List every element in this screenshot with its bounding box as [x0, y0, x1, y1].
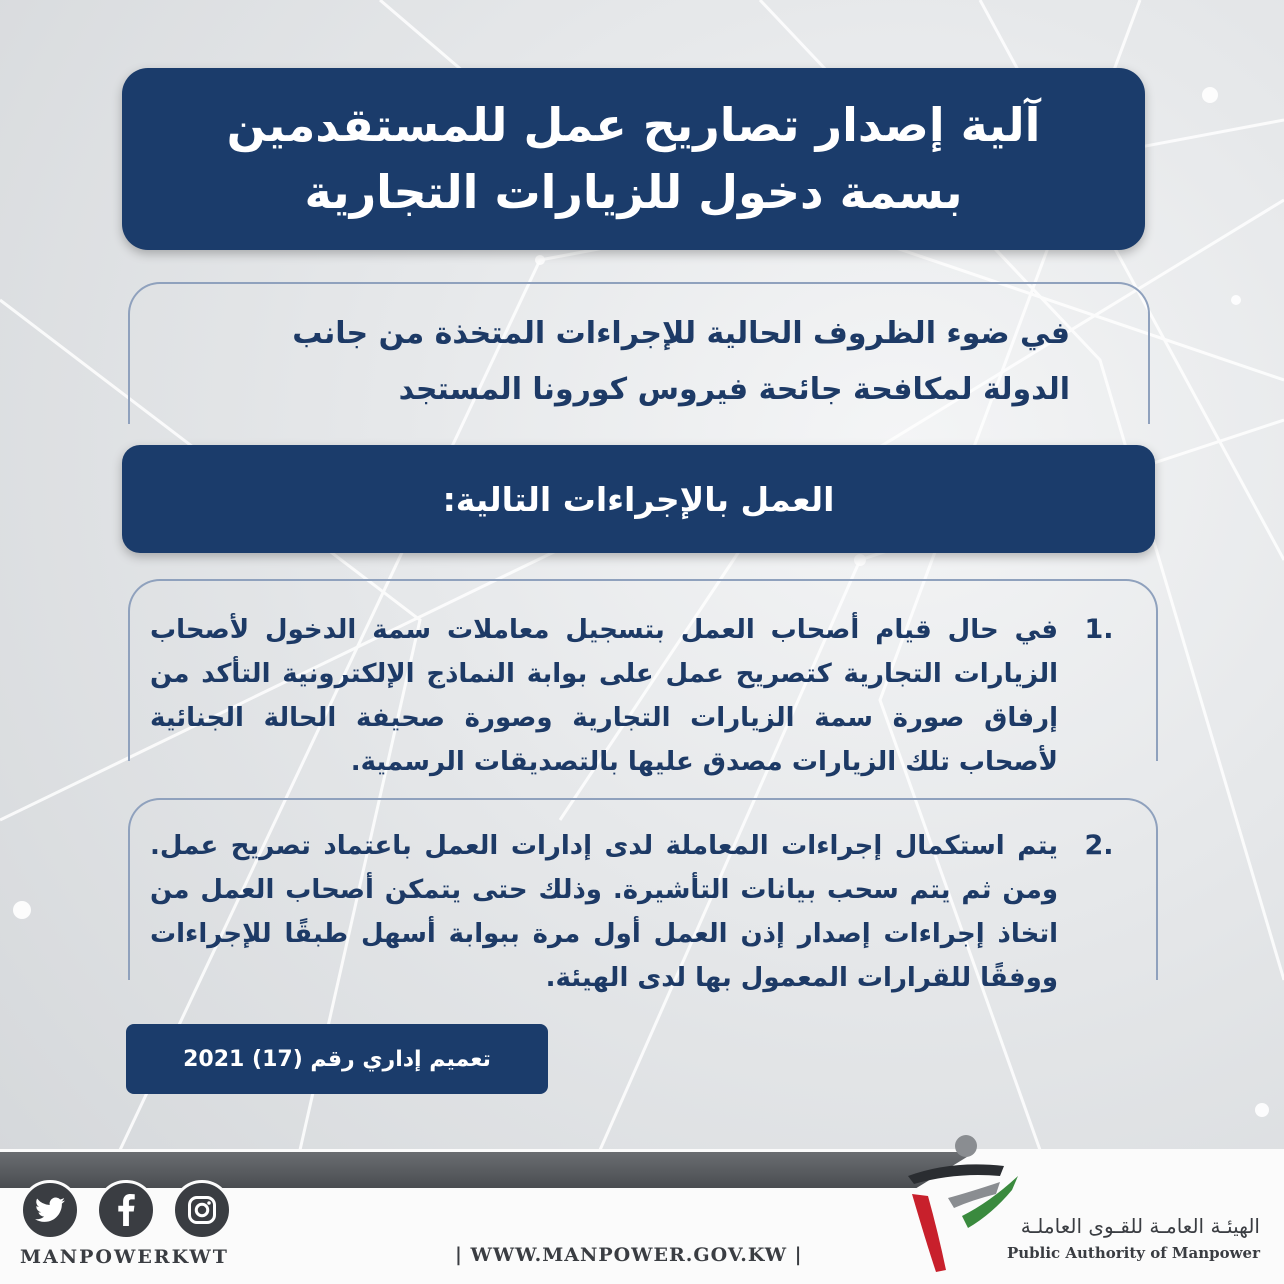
- footer-bar: [0, 1152, 975, 1188]
- step-1: [150, 608, 1140, 784]
- intro-line-1: في ضوء الظروف الحالية للإجراءات المتخذة من جانب: [292, 316, 1070, 351]
- authority-name-english: Public Authority of Manpower: [1006, 1244, 1260, 1262]
- title-line-1: آلية إصدار تصاريح عمل للمستقدمين: [226, 98, 1041, 153]
- step-2-text: يتم استكمال إجراءات المعاملة لدى إدارات العمل باعتماد تصريح عمل. ومن ثم يتم سحب بيانات التأشيرة. وذلك حتى يتمكن أصحاب العمل من اتخاذ إجراءات إصدار إذن العمل أول مرة ببوابة أسهل طبقًا للإجراءات ووفقًا للقرارات المعمول بها لدى الهيئة.: [150, 831, 1058, 993]
- step-2: [150, 824, 1140, 1000]
- circular-number-badge: تعميم إداري رقم (17) 2021: [126, 1024, 548, 1094]
- website-url[interactable]: | WWW.MANPOWER.GOV.KW |: [455, 1244, 803, 1266]
- step-1-text: في حال قيام أصحاب العمل بتسجيل معاملات سمة الدخول لأصحاب الزيارات التجارية كتصريح عمل على بوابة النماذج الإلكترونية التأكد من إرفاق صورة سمة الزيارات التجارية وصورة صحيفة الحالة الجنائية لأصحاب تلك الزيارات مصدق عليها بالتصديقات الرسمية.: [150, 615, 1058, 777]
- intro-text: [160, 306, 1070, 418]
- step-1-number: 1.: [1084, 614, 1114, 645]
- instagram-icon[interactable]: [172, 1180, 232, 1240]
- title-line-2: بسمة دخول للزيارات التجارية: [304, 165, 963, 219]
- intro-line-2: الدولة لمكافحة جائحة فيروس كورونا المستجد: [398, 372, 1070, 407]
- title-banner: [122, 68, 1145, 250]
- step-2-number: 2.: [1084, 830, 1114, 861]
- section-heading: العمل بالإجراءات التالية:: [122, 445, 1155, 553]
- authority-name-arabic: الهيئـة العامـة للقـوى العاملـة: [1020, 1214, 1260, 1238]
- twitter-icon[interactable]: [20, 1180, 80, 1240]
- facebook-icon[interactable]: [96, 1180, 156, 1240]
- social-handle: MANPOWERKWT: [20, 1246, 229, 1268]
